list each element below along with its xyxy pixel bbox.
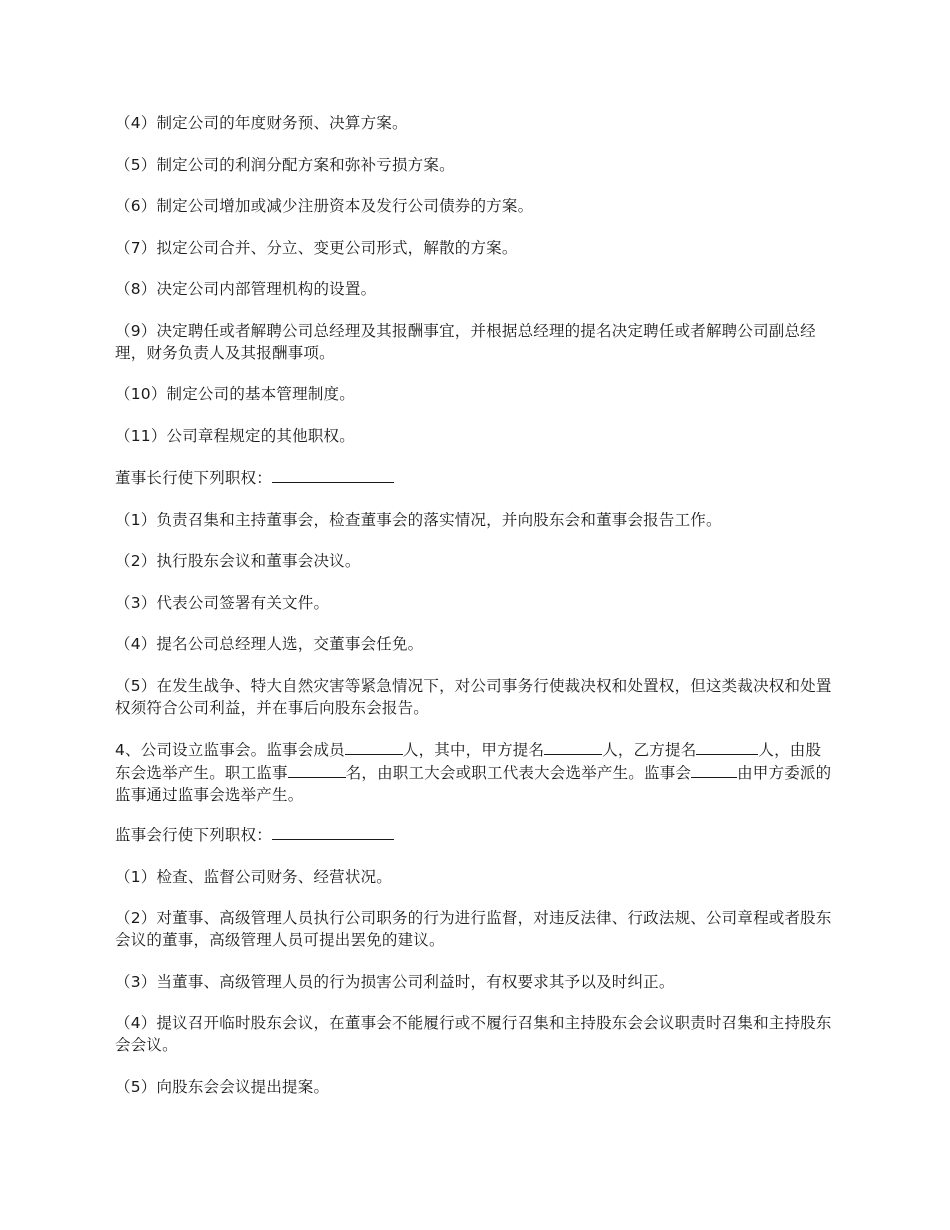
fill-in-blank [544,738,602,755]
heading-text: 监事会行使下列职权： [115,826,273,844]
document-page [115,112,835,1117]
paragraph: （5）向股东会会议提出提案。 [115,1077,330,1096]
paragraph: （1）检查、监督公司财务、经营状况。 [115,867,392,886]
paragraph: （9）决定聘任或者解聘公司总经理及其报酬事宜，并根据总经理的提名决定聘任或者解聘公司副总经理，财务负责人及其报酬事项。 [115,321,816,362]
paragraph: （10）制定公司的基本管理制度。 [115,385,355,403]
paragraph: （6）制定公司增加或减少注册资本及发行公司债券的方案。 [115,197,534,215]
fill-in-blank [691,761,737,778]
chairman-powers-heading [115,466,835,489]
clause-text: 人，由股东会选举产生。职工监事 [115,741,822,782]
supervisory-powers-heading [115,823,835,846]
paragraph: （5）制定公司的利润分配方案和弥补亏损方案。 [115,155,455,174]
clause-text: 由甲方委派的监事通过监事会选举产生。 [115,764,832,804]
fill-in-blank [345,738,403,755]
paragraph: （11）公司章程规定的其他职权。 [115,426,355,445]
paragraph: （3）代表公司签署有关文件。 [115,593,330,612]
paragraph: （2）对董事、高级管理人员执行公司职务的行为进行监督，对违反法律、行政法规、公司章程或者股东会议的董事，高级管理人员可提出罢免的建议。 [115,909,832,949]
paragraph: （8）决定公司内部管理机构的设置。 [115,280,377,298]
paragraph: （7）拟定公司合并、分立、变更公司形式，解散的方案。 [115,238,518,257]
supervisory-board-clause [115,738,835,806]
fill-in-blank [288,761,346,778]
fill-in-blank [272,466,394,483]
fill-in-blank [272,823,394,840]
fill-in-blank [696,738,758,755]
clause-text: 4、公司设立监事会。监事会成员 [115,741,345,759]
clause-text: 名，由职工大会或职工代表大会选举产生。监事会 [345,764,692,782]
paragraph: （4）提议召开临时股东会议，在董事会不能履行或不履行召集和主持股东会会议职责时召集和主持股东会会议。 [115,1014,832,1054]
paragraph: （2）执行股东会议和董事会决议。 [115,552,361,570]
paragraph: （4）提名公司总经理人选，交董事会任免。 [115,635,424,653]
clause-text: 人，其中，甲方提名 [402,741,545,759]
paragraph: （3）当董事、高级管理人员的行为损害公司利益时，有权要求其予以及时纠正。 [115,972,675,991]
paragraph: （5）在发生战争、特大自然灾害等紧急情况下，对公司事务行使裁决权和处置权，但这类裁决权和处置权须符合公司利益，并在事后向股东会报告。 [115,676,832,717]
paragraph: （4）制定公司的年度财务预、决算方案。 [115,114,408,132]
heading-text: 董事长行使下列职权： [115,469,273,487]
clause-text: 人，乙方提名 [602,741,697,759]
paragraph: （1）负责召集和主持董事会，检查董事会的落实情况，并向股东会和董事会报告工作。 [115,510,722,529]
